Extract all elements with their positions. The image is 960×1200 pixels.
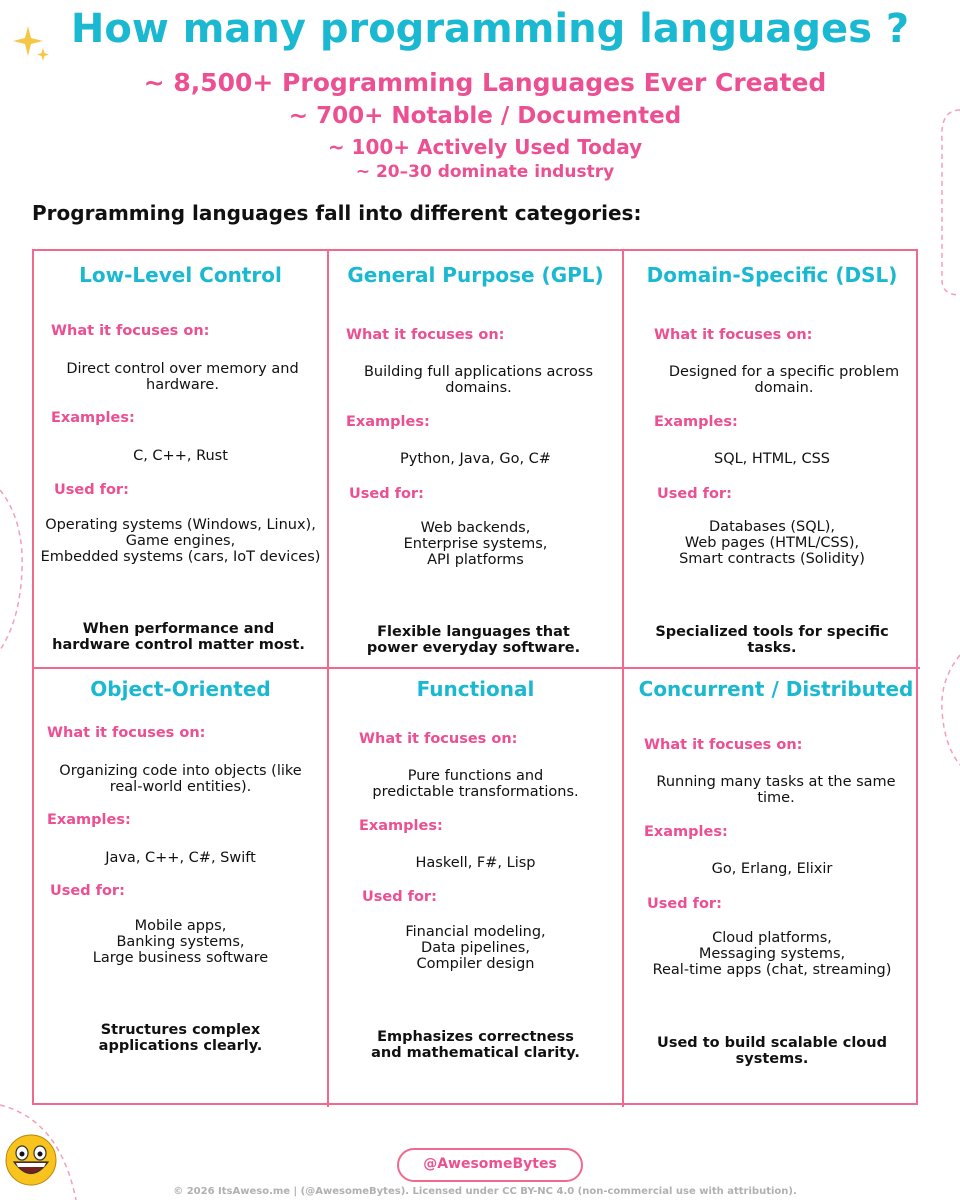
used-for-item: Embedded systems (cars, IoT devices) xyxy=(40,549,321,565)
examples-text: C, C++, Rust xyxy=(133,448,228,464)
category-card-functional xyxy=(329,669,624,1107)
decorative-dashed-arc-left xyxy=(0,480,26,660)
focus-text: Direct control over memory and hardware. xyxy=(66,361,299,393)
used-for-list xyxy=(34,517,327,565)
used-for-item: Operating systems (Windows, Linux), xyxy=(45,517,316,533)
used-for-item: Large business software xyxy=(92,950,269,966)
category-title: Object-Oriented xyxy=(90,677,271,701)
used-for-list xyxy=(630,930,914,978)
used-for-list xyxy=(40,918,321,966)
category-card-concurrent-distributed xyxy=(624,669,920,1107)
category-card-low-level xyxy=(34,251,329,669)
category-summary: Emphasizes correctness and mathematical clarity. xyxy=(371,1029,580,1061)
used-for-item: Smart contracts (Solidity) xyxy=(679,551,865,567)
category-summary: Structures complex applications clearly. xyxy=(98,1022,263,1054)
examples-text: Java, C++, C#, Swift xyxy=(105,850,256,866)
used-for-item: Enterprise systems, xyxy=(403,536,548,552)
focus-text: Designed for a specific problem domain. xyxy=(668,364,900,396)
examples-text: Python, Java, Go, C# xyxy=(400,451,551,467)
used-for-label: Used for: xyxy=(647,896,722,912)
focus-text: Organizing code into objects (like real-world entities). xyxy=(59,763,302,795)
used-for-item: Banking systems, xyxy=(116,934,245,950)
category-title: General Purpose (GPL) xyxy=(347,263,604,287)
categories-grid xyxy=(32,249,918,1105)
focus-label: What it focuses on: xyxy=(51,323,210,339)
category-card-general-purpose xyxy=(329,251,624,669)
used-for-list xyxy=(335,924,616,972)
category-summary: Specialized tools for specific tasks. xyxy=(655,624,889,656)
focus-label: What it focuses on: xyxy=(47,725,206,741)
used-for-item: Cloud platforms, xyxy=(712,930,832,946)
used-for-item: Data pipelines, xyxy=(421,940,530,956)
focus-label: What it focuses on: xyxy=(654,327,813,343)
used-for-item: Mobile apps, xyxy=(134,918,227,934)
category-summary: Used to build scalable cloud systems. xyxy=(657,1035,887,1067)
used-for-list xyxy=(335,520,616,568)
used-for-item: Real-time apps (chat, streaming) xyxy=(652,962,892,978)
category-title: Low-Level Control xyxy=(79,263,282,287)
category-title: Domain-Specific (DSL) xyxy=(646,263,898,287)
examples-label: Examples: xyxy=(346,414,430,430)
used-for-label: Used for: xyxy=(349,486,424,502)
stat-line-3: ~ 100+ Actively Used Today xyxy=(327,135,643,159)
social-handle-badge[interactable]: @AwesomeBytes xyxy=(397,1148,583,1182)
examples-label: Examples: xyxy=(359,818,443,834)
focus-label: What it focuses on: xyxy=(644,737,803,753)
category-title: Functional xyxy=(416,677,535,701)
laughing-face-emoji xyxy=(4,1133,58,1187)
stat-line-4: ~ 20–30 dominate industry xyxy=(355,162,615,182)
used-for-label: Used for: xyxy=(54,482,129,498)
used-for-item: Compiler design xyxy=(416,956,535,972)
examples-label: Examples: xyxy=(654,414,738,430)
category-card-domain-specific xyxy=(624,251,920,669)
section-subheading: Programming languages fall into different categories: xyxy=(32,201,642,225)
examples-text: Go, Erlang, Elixir xyxy=(711,861,833,877)
used-for-label: Used for: xyxy=(657,486,732,502)
used-for-item: Messaging systems, xyxy=(698,946,846,962)
decorative-dashed-arc-right-top xyxy=(930,100,960,300)
focus-label: What it focuses on: xyxy=(359,731,518,747)
focus-text: Building full applications across domains. xyxy=(363,364,594,396)
examples-label: Examples: xyxy=(51,410,135,426)
used-for-item: Game engines, xyxy=(125,533,236,549)
license-footer: © 2026 ItsAweso.me | (@AwesomeBytes). Licensed under CC BY-NC 4.0 (non-commercial use with attribution). xyxy=(173,1186,797,1197)
focus-label: What it focuses on: xyxy=(346,327,505,343)
examples-text: Haskell, F#, Lisp xyxy=(415,855,536,871)
decorative-dashed-arc-right-mid xyxy=(936,650,960,770)
category-summary: When performance and hardware control matter most. xyxy=(52,621,305,653)
stat-line-1: ~ 8,500+ Programming Languages Ever Created xyxy=(143,68,827,97)
used-for-label: Used for: xyxy=(362,889,437,905)
category-title: Concurrent / Distributed xyxy=(638,677,914,701)
used-for-item: Web backends, xyxy=(420,520,531,536)
used-for-label: Used for: xyxy=(50,883,125,899)
used-for-list xyxy=(630,519,914,567)
examples-text: SQL, HTML, CSS xyxy=(713,451,830,467)
used-for-item: API platforms xyxy=(427,552,524,568)
used-for-item: Financial modeling, xyxy=(405,924,546,940)
stat-line-2: ~ 700+ Notable / Documented xyxy=(288,103,682,129)
category-card-object-oriented xyxy=(34,669,329,1107)
focus-text: Pure functions and predictable transformations. xyxy=(372,768,579,800)
used-for-item: Web pages (HTML/CSS), xyxy=(684,535,860,551)
examples-label: Examples: xyxy=(47,812,131,828)
category-summary: Flexible languages that power everyday software. xyxy=(366,624,581,656)
used-for-item: Databases (SQL), xyxy=(709,519,835,535)
examples-label: Examples: xyxy=(644,824,728,840)
page-title: How many programming languages ? xyxy=(70,6,910,52)
focus-text: Running many tasks at the same time. xyxy=(656,774,896,806)
